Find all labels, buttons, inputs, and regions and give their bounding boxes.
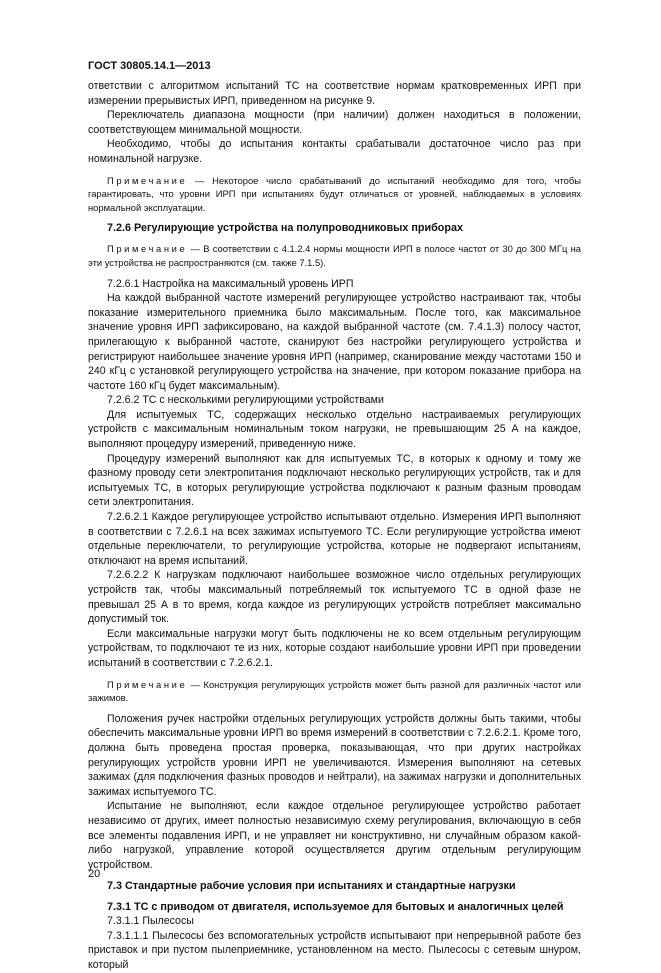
- section-heading: 7.2.6 Регулирующие устройства на полупроводниковых приборах: [107, 222, 463, 235]
- note-text: — В соответствии с 4.1.2.4 нормы мощности ИРП в полосе частот от 30 до 300 МГц на эти устройства не распространяются (см. также 7.1.5).: [88, 243, 581, 268]
- paragraph: 7.3.1.1.1 Пылесосы без вспомогательных устройств испытывают при непрерывной работе без приставок и при пустом пылеприемнике, установленном на место. Пылесосы с сетевым шнуром, который: [88, 929, 581, 972]
- note-text: — Некоторое число срабатываний до испытаний необходимо для того, чтобы гарантировать, что уровни ИРП при испытаниях будут отличаться от уровней, наблюдаемых в условиях нормальной эксплуатации.: [88, 174, 581, 213]
- paragraph: 7.2.6.2.1 Каждое регулирующее устройство испытывают отдельно. Измерения ИРП выполняют в соответствии с 7.2.6.1 на всех зажимах испытуемого ТС. Если регулирующие устройства имеют отдельные переключатели, то регулирующие устройства, которые не подвергают испытаниям, отключают на время испытаний.: [88, 511, 581, 567]
- note: [88, 678, 581, 705]
- subsection-title: 7.2.6.1 Настройка на максимальный уровень ИРП: [107, 277, 354, 290]
- subsection-title: 7.3.1.1 Пылесосы: [107, 915, 194, 928]
- note-label: Примечание: [107, 243, 188, 255]
- paragraph: Для испытуемых ТС, содержащих несколько отдельно настраиваемых регулирующих устройств с максимальным номинальным током нагрузки, не превышающим 25 А на каждое, выполняют процедуру измерений, приведенную ниже.: [88, 408, 581, 451]
- paragraph: Необходимо, чтобы до испытания контакты срабатывали достаточное число раз при номинальной нагрузке.: [88, 138, 581, 165]
- section-heading: 7.3.1 ТС с приводом от двигателя, используемое для бытовых и аналогичных целей: [107, 901, 564, 914]
- subsection-title: 7.2.6.2 ТС с несколькими регулирующими устройствами: [107, 394, 384, 407]
- note-label: Примечание: [107, 678, 188, 690]
- paragraph: Если максимальные нагрузки могут быть подключены не ко всем отдельным регулирующим устройствам, то подключают те из них, которые создают наибольшие уровни ИРП при проведении испытаний в соответствии с 7.2.6.2.1.: [88, 627, 581, 669]
- note: [88, 242, 581, 269]
- paragraph: Положения ручек настройки отдельных регулирующих устройств должны быть такими, чтобы обеспечить максимальные уровни ИРП во время измерений в соответствии с 7.2.6.2.1. Кроме того, должна быть проведена простая проверка, показывающая, что при других настройках регулирующих устройств уровни ИРП не увеличиваются. Измерения выполняют на сетевых зажимах (для подключения фазных проводов и нейтрали), на зажимах нагрузки и дополнительных зажимах испытуемого ТС.: [88, 712, 581, 798]
- note-text: — Конструкция регулирующих устройств может быть разной для различных частот или зажимов.: [88, 678, 581, 704]
- section-heading: 7.3 Стандартные рабочие условия при испытаниях и стандартные нагрузки: [107, 880, 516, 893]
- paragraph: На каждой выбранной частоте измерений регулирующее устройство настраивают так, чтобы показание измерительного приемника было максимальным. После того, как максимальное значение уровня ИРП зафиксировано, на каждой выбранной частоте (см. 7.4.1.3) полосу частот, прилегающую к выбранной частоте, сканируют без настройки регулирующего устройства и регистрируют наибольшее значение уровня ИРП (например, сканирование между частотами 150 и 240 кГц с установкой регулирующего устройства на значение, при котором показание прибора на частоте 160 кГц будет максимальным).: [88, 292, 581, 392]
- running-header: ГОСТ 30805.14.1—2013: [88, 60, 211, 72]
- page-number: 20: [88, 868, 101, 880]
- document-page: [88, 60, 581, 973]
- paragraph: Испытание не выполняют, если каждое отдельное регулирующее устройство работает независимо от других, имеет полностью независимую схему регулирования, включающую в себя все элементы подавления ИРП, и не управляет ни конструктивно, ни случайным образом какой-либо нагрузкой, управление которой осуществляется другим отдельным регулирующим устройством.: [88, 800, 581, 871]
- paragraph: 7.2.6.2.2 К нагрузкам подключают наибольшее возможное число отдельных регулирующих устройств так, чтобы максимальный потребляемый ток испытуемого ТС в одной фазе не превышал 25 А в то время, когда каждое из регулирующих устройств потребляет максимально допустимый ток.: [88, 569, 581, 626]
- note: [88, 174, 581, 215]
- paragraph: Переключатель диапазона мощности (при наличии) должен находиться в положении, соответствующем минимальной мощности.: [88, 109, 581, 136]
- note-label: Примечание: [107, 174, 188, 186]
- paragraph: Процедуру измерений выполняют как для испытуемых ТС, в которых к одному и тому же фазному проводу сети электропитания подключают несколько регулирующих устройств, так и для испытуемых ТС, в которых регулирующие устройства подключают к разным фазным проводам сети электропитания.: [88, 452, 581, 509]
- paragraph: ответствии с алгоритмом испытаний ТС на соответствие нормам кратковременных ИРП при измерении прерывистых ИРП, приведенном на рисунке 9.: [88, 80, 581, 107]
